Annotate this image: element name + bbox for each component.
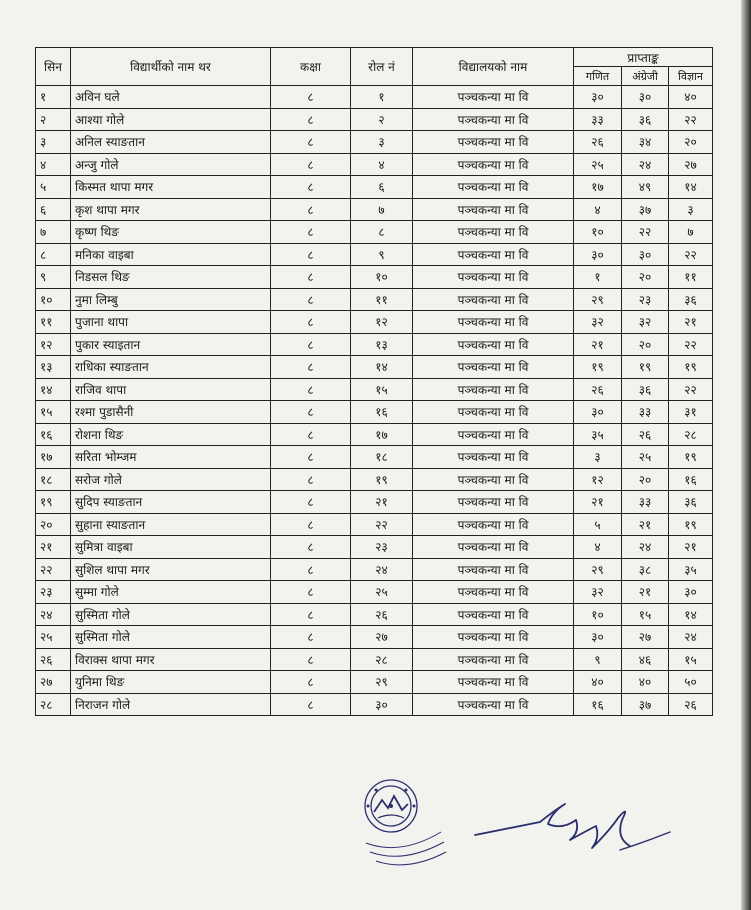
cell-math: २९ <box>574 288 622 311</box>
cell-science: २१ <box>669 311 713 334</box>
cell-school: पञ्चकन्या मा वि <box>413 536 574 559</box>
cell-english: ३० <box>622 243 669 266</box>
cell-science: २४ <box>669 626 713 649</box>
cell-science: १५ <box>669 648 713 671</box>
cell-science: २२ <box>669 333 713 356</box>
cell-name: अनिल स्याङतान <box>71 131 271 154</box>
cell-roll: ७ <box>351 198 413 221</box>
cell-roll: २ <box>351 108 413 131</box>
cell-class: ८ <box>271 198 351 221</box>
cell-roll: १५ <box>351 378 413 401</box>
header-name: विद्यार्थीको नाम थर <box>71 48 271 86</box>
cell-class: ८ <box>271 378 351 401</box>
cell-class: ८ <box>271 491 351 514</box>
cell-math: ३२ <box>574 311 622 334</box>
cell-school: पञ्चकन्या मा वि <box>413 671 574 694</box>
cell-school: पञ्चकन्या मा वि <box>413 401 574 424</box>
cell-english: ४६ <box>622 648 669 671</box>
cell-class: ८ <box>271 108 351 131</box>
cell-name: सरोज गोले <box>71 468 271 491</box>
cell-english: २४ <box>622 536 669 559</box>
cell-name: सुम्मा गोले <box>71 581 271 604</box>
cell-school: पञ्चकन्या मा वि <box>413 378 574 401</box>
cell-school: पञ्चकन्या मा वि <box>413 333 574 356</box>
cell-name: कृश थापा मगर <box>71 198 271 221</box>
cell-sn: २० <box>36 513 71 536</box>
cell-sn: २३ <box>36 581 71 604</box>
cell-science: ११ <box>669 266 713 289</box>
cell-math: ३३ <box>574 108 622 131</box>
cell-name: विराक्स थापा मगर <box>71 648 271 671</box>
cell-school: पञ्चकन्या मा वि <box>413 513 574 536</box>
table-row <box>36 266 713 289</box>
header-english: अंग्रेजी <box>622 67 669 86</box>
cell-math: १ <box>574 266 622 289</box>
cell-sn: ११ <box>36 311 71 334</box>
cell-sn: १८ <box>36 468 71 491</box>
cell-roll: १८ <box>351 446 413 469</box>
cell-roll: २४ <box>351 558 413 581</box>
header-math: गणित <box>574 67 622 86</box>
cell-school: पञ्चकन्या मा वि <box>413 468 574 491</box>
cell-name: सुशिल थापा मगर <box>71 558 271 581</box>
cell-sn: २८ <box>36 693 71 716</box>
cell-school: पञ्चकन्या मा वि <box>413 446 574 469</box>
header-sn: सिन <box>36 48 71 86</box>
header-roll: रोल नं <box>351 48 413 86</box>
cell-math: ४ <box>574 198 622 221</box>
cell-english: २४ <box>622 153 669 176</box>
cell-class: ८ <box>271 693 351 716</box>
cell-class: ८ <box>271 333 351 356</box>
cell-roll: २८ <box>351 648 413 671</box>
cell-class: ८ <box>271 266 351 289</box>
table-row <box>36 131 713 154</box>
cell-math: ३० <box>574 86 622 109</box>
cell-school: पञ्चकन्या मा वि <box>413 311 574 334</box>
cell-english: १५ <box>622 603 669 626</box>
cell-english: २२ <box>622 221 669 244</box>
cell-sn: ५ <box>36 176 71 199</box>
cell-school: पञ्चकन्या मा वि <box>413 491 574 514</box>
cell-roll: २१ <box>351 491 413 514</box>
cell-roll: ८ <box>351 221 413 244</box>
cell-roll: २९ <box>351 671 413 694</box>
cell-roll: ३ <box>351 131 413 154</box>
cell-school: पञ्चकन्या मा वि <box>413 558 574 581</box>
cell-roll: १२ <box>351 311 413 334</box>
cell-science: १४ <box>669 176 713 199</box>
cell-roll: २५ <box>351 581 413 604</box>
cell-sn: १० <box>36 288 71 311</box>
cell-class: ८ <box>271 176 351 199</box>
cell-sn: ७ <box>36 221 71 244</box>
cell-english: ३२ <box>622 311 669 334</box>
cell-sn: २२ <box>36 558 71 581</box>
table-row <box>36 288 713 311</box>
cell-roll: १० <box>351 266 413 289</box>
cell-english: ३७ <box>622 198 669 221</box>
cell-sn: १४ <box>36 378 71 401</box>
cell-science: ३ <box>669 198 713 221</box>
cell-science: २२ <box>669 243 713 266</box>
cell-science: २२ <box>669 378 713 401</box>
cell-class: ८ <box>271 626 351 649</box>
cell-english: २६ <box>622 423 669 446</box>
cell-school: पञ्चकन्या मा वि <box>413 108 574 131</box>
cell-class: ८ <box>271 513 351 536</box>
cell-name: पुकार स्याइतान <box>71 333 271 356</box>
cell-science: १६ <box>669 468 713 491</box>
cell-school: पञ्चकन्या मा वि <box>413 266 574 289</box>
cell-math: २६ <box>574 378 622 401</box>
cell-sn: १५ <box>36 401 71 424</box>
cell-sn: १ <box>36 86 71 109</box>
table-row <box>36 243 713 266</box>
table-row <box>36 536 713 559</box>
cell-math: ३० <box>574 243 622 266</box>
table-row <box>36 468 713 491</box>
cell-sn: ८ <box>36 243 71 266</box>
cell-sn: १६ <box>36 423 71 446</box>
cell-roll: १७ <box>351 423 413 446</box>
table-row <box>36 333 713 356</box>
cell-class: ८ <box>271 648 351 671</box>
cell-english: ४९ <box>622 176 669 199</box>
cell-english: २३ <box>622 288 669 311</box>
cell-english: २७ <box>622 626 669 649</box>
cell-math: १६ <box>574 693 622 716</box>
cell-math: ३५ <box>574 423 622 446</box>
table-row <box>36 198 713 221</box>
cell-name: निराजन गोले <box>71 693 271 716</box>
cell-sn: २६ <box>36 648 71 671</box>
cell-science: ३६ <box>669 491 713 514</box>
cell-sn: ४ <box>36 153 71 176</box>
handwritten-signature <box>470 790 680 870</box>
table-row <box>36 86 713 109</box>
cell-class: ८ <box>271 243 351 266</box>
cell-name: मनिका वाइबा <box>71 243 271 266</box>
header-class: कक्षा <box>271 48 351 86</box>
table-row <box>36 581 713 604</box>
cell-math: २६ <box>574 131 622 154</box>
cell-roll: २२ <box>351 513 413 536</box>
cell-roll: २७ <box>351 626 413 649</box>
cell-science: ४० <box>669 86 713 109</box>
cell-name: सुस्मिता गोले <box>71 626 271 649</box>
cell-science: ३६ <box>669 288 713 311</box>
table-row <box>36 558 713 581</box>
cell-math: १२ <box>574 468 622 491</box>
cell-name: रश्मा पुडासैनी <box>71 401 271 424</box>
cell-name: नुमा लिम्बु <box>71 288 271 311</box>
cell-roll: १६ <box>351 401 413 424</box>
cell-name: अन्जु गोले <box>71 153 271 176</box>
table-row <box>36 648 713 671</box>
cell-school: पञ्चकन्या मा वि <box>413 581 574 604</box>
cell-school: पञ्चकन्या मा वि <box>413 131 574 154</box>
cell-roll: ४ <box>351 153 413 176</box>
cell-class: ८ <box>271 401 351 424</box>
table-row <box>36 671 713 694</box>
office-stamp <box>346 768 456 878</box>
cell-sn: २५ <box>36 626 71 649</box>
cell-english: ३० <box>622 86 669 109</box>
cell-roll: १३ <box>351 333 413 356</box>
cell-math: ९ <box>574 648 622 671</box>
cell-sn: २७ <box>36 671 71 694</box>
cell-class: ८ <box>271 671 351 694</box>
table-row <box>36 446 713 469</box>
cell-class: ८ <box>271 86 351 109</box>
cell-english: २० <box>622 468 669 491</box>
cell-science: १९ <box>669 356 713 379</box>
cell-roll: २६ <box>351 603 413 626</box>
header-marks-group: प्राप्ताङ्क <box>574 48 713 67</box>
cell-school: पञ्चकन्या मा वि <box>413 423 574 446</box>
cell-class: ८ <box>271 558 351 581</box>
cell-science: २७ <box>669 153 713 176</box>
cell-english: २५ <box>622 446 669 469</box>
table-row <box>36 153 713 176</box>
cell-science: ३० <box>669 581 713 604</box>
cell-class: ८ <box>271 446 351 469</box>
cell-sn: १२ <box>36 333 71 356</box>
table-row <box>36 221 713 244</box>
table-row <box>36 693 713 716</box>
cell-science: १४ <box>669 603 713 626</box>
table-row <box>36 513 713 536</box>
cell-class: ८ <box>271 356 351 379</box>
cell-math: १९ <box>574 356 622 379</box>
cell-math: ३ <box>574 446 622 469</box>
cell-math: ३२ <box>574 581 622 604</box>
binder-edge <box>741 0 751 910</box>
cell-sn: १९ <box>36 491 71 514</box>
cell-roll: ११ <box>351 288 413 311</box>
cell-sn: १७ <box>36 446 71 469</box>
marks-table <box>35 47 713 716</box>
cell-english: २१ <box>622 513 669 536</box>
cell-name: कृष्ण थिङ <box>71 221 271 244</box>
cell-school: पञ्चकन्या मा वि <box>413 288 574 311</box>
cell-math: ३० <box>574 401 622 424</box>
cell-english: ३३ <box>622 491 669 514</box>
cell-sn: ६ <box>36 198 71 221</box>
cell-name: निडसल थिङ <box>71 266 271 289</box>
cell-class: ८ <box>271 581 351 604</box>
table-row <box>36 491 713 514</box>
cell-school: पञ्चकन्या मा वि <box>413 198 574 221</box>
cell-roll: २३ <box>351 536 413 559</box>
cell-school: पञ्चकन्या मा वि <box>413 86 574 109</box>
table-row <box>36 378 713 401</box>
table-row <box>36 176 713 199</box>
cell-science: ५० <box>669 671 713 694</box>
cell-name: सुस्मिता गोले <box>71 603 271 626</box>
cell-math: ४० <box>574 671 622 694</box>
cell-name: सुहाना स्याङतान <box>71 513 271 536</box>
cell-english: २१ <box>622 581 669 604</box>
cell-school: पञ्चकन्या मा वि <box>413 221 574 244</box>
cell-class: ८ <box>271 221 351 244</box>
cell-name: सुदिप स्याङतान <box>71 491 271 514</box>
cell-math: २१ <box>574 333 622 356</box>
cell-class: ८ <box>271 468 351 491</box>
cell-math: २९ <box>574 558 622 581</box>
cell-school: पञ्चकन्या मा वि <box>413 648 574 671</box>
cell-school: पञ्चकन्या मा वि <box>413 626 574 649</box>
cell-name: राजिव थापा <box>71 378 271 401</box>
table-row <box>36 626 713 649</box>
table-row <box>36 603 713 626</box>
cell-science: ३१ <box>669 401 713 424</box>
cell-math: ५ <box>574 513 622 536</box>
cell-english: ३७ <box>622 693 669 716</box>
table-row <box>36 356 713 379</box>
cell-name: अविन घले <box>71 86 271 109</box>
table-body <box>36 86 713 716</box>
table-row <box>36 423 713 446</box>
cell-name: सरिता भोम्जम <box>71 446 271 469</box>
cell-english: ३३ <box>622 401 669 424</box>
header-science: विज्ञान <box>669 67 713 86</box>
cell-class: ८ <box>271 423 351 446</box>
cell-science: ३५ <box>669 558 713 581</box>
cell-sn: २१ <box>36 536 71 559</box>
cell-sn: २४ <box>36 603 71 626</box>
cell-school: पञ्चकन्या मा वि <box>413 603 574 626</box>
cell-science: २० <box>669 131 713 154</box>
cell-science: २६ <box>669 693 713 716</box>
cell-class: ८ <box>271 311 351 334</box>
cell-english: ४० <box>622 671 669 694</box>
cell-science: ७ <box>669 221 713 244</box>
cell-math: २१ <box>574 491 622 514</box>
cell-sn: ९ <box>36 266 71 289</box>
cell-english: ३४ <box>622 131 669 154</box>
cell-name: पुजाना थापा <box>71 311 271 334</box>
cell-sn: ३ <box>36 131 71 154</box>
cell-name: आश्या गोले <box>71 108 271 131</box>
table-row <box>36 311 713 334</box>
cell-science: २८ <box>669 423 713 446</box>
cell-roll: १४ <box>351 356 413 379</box>
cell-class: ८ <box>271 536 351 559</box>
cell-english: ३८ <box>622 558 669 581</box>
cell-name: रोशना थिङ <box>71 423 271 446</box>
cell-roll: १९ <box>351 468 413 491</box>
cell-name: सुमित्रा वाइबा <box>71 536 271 559</box>
cell-roll: ९ <box>351 243 413 266</box>
cell-english: २० <box>622 333 669 356</box>
cell-roll: ६ <box>351 176 413 199</box>
table-row <box>36 401 713 424</box>
header-school: विद्यालयको नाम <box>413 48 574 86</box>
cell-english: १९ <box>622 356 669 379</box>
cell-english: २० <box>622 266 669 289</box>
cell-math: २५ <box>574 153 622 176</box>
cell-sn: २ <box>36 108 71 131</box>
cell-science: १९ <box>669 513 713 536</box>
cell-science: २१ <box>669 536 713 559</box>
cell-math: ३० <box>574 626 622 649</box>
cell-math: ४ <box>574 536 622 559</box>
cell-science: १९ <box>669 446 713 469</box>
cell-class: ८ <box>271 153 351 176</box>
cell-roll: १ <box>351 86 413 109</box>
cell-school: पञ्चकन्या मा वि <box>413 243 574 266</box>
cell-math: १० <box>574 603 622 626</box>
cell-sn: १३ <box>36 356 71 379</box>
cell-class: ८ <box>271 131 351 154</box>
cell-class: ८ <box>271 288 351 311</box>
cell-name: राधिका स्याङतान <box>71 356 271 379</box>
table-row <box>36 108 713 131</box>
cell-school: पञ्चकन्या मा वि <box>413 356 574 379</box>
cell-name: किस्मत थापा मगर <box>71 176 271 199</box>
cell-science: २२ <box>669 108 713 131</box>
cell-english: ३६ <box>622 378 669 401</box>
cell-english: ३६ <box>622 108 669 131</box>
cell-roll: ३० <box>351 693 413 716</box>
cell-name: युनिमा थिङ <box>71 671 271 694</box>
cell-school: पञ्चकन्या मा वि <box>413 693 574 716</box>
cell-math: १७ <box>574 176 622 199</box>
cell-class: ८ <box>271 603 351 626</box>
cell-math: १० <box>574 221 622 244</box>
cell-school: पञ्चकन्या मा वि <box>413 153 574 176</box>
cell-school: पञ्चकन्या मा वि <box>413 176 574 199</box>
